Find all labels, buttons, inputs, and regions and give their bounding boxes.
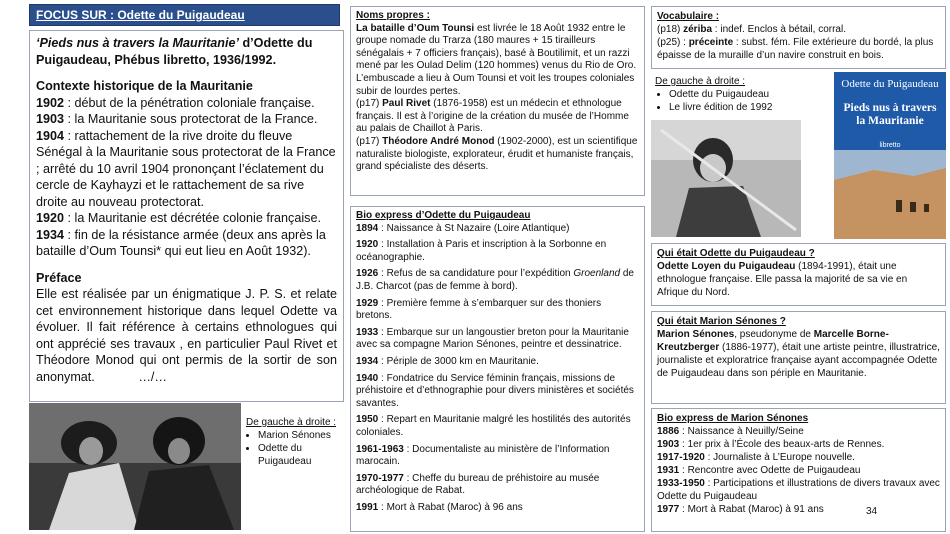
photo2-caption	[655, 75, 830, 114]
bio-marion-heading: Bio express de Marion Sénones	[657, 413, 809, 424]
photo2-caption-title: De gauche à droite :	[655, 76, 746, 87]
book-cover-art	[834, 72, 946, 239]
context-item: 1920 : la Mauritanie est décrétée colonie française.	[36, 211, 321, 225]
bio-odette-entry: 1970-1977 : Cheffe du bureau de préhistoire au musée archéologique de Rabat.	[356, 472, 600, 497]
preface-text: Elle est réalisée par un énigmatique J. P. S. et relate cet environnement historique dans lequel Odette va évoluer. Il fait référence à certains ethnologues qui ont apprécié ses travaux , en particulier Paul Rivet et Théodore Monod qui ont permis de la sortir de son anonymat. …/…	[36, 287, 337, 384]
bio-odette-entry: 1991 : Mort à Rabat (Maroc) à 96 ans	[356, 501, 523, 513]
vocabulary-list	[657, 23, 940, 62]
bio-marion-panel	[651, 408, 946, 532]
bio-odette-entry: 1934 : Périple de 3000 km en Mauritanie.	[356, 355, 539, 367]
caption-item: • Marion Sénones	[258, 429, 342, 442]
vocabulary-panel	[651, 6, 946, 69]
bio-odette-entry: 1920 : Installation à Paris et inscription à la Sorbonne en océanographie.	[356, 239, 607, 263]
bio-marion-list	[657, 425, 940, 516]
focus-title: FOCUS SUR : Odette du Puigaudeau	[36, 8, 245, 22]
bio-odette-entry: 1940 : Fondatrice du Service féminin français, missions de préhistoire et d’ethnographie pour divers ministères et sociétés savantes.	[356, 372, 634, 409]
proper-name-entry: (p17) Théodore André Monod (1902-2000), est un scientifique naturaliste biologiste, explorateur, érudit et humaniste français, grand spécialiste des déserts.	[356, 135, 638, 173]
book-cover-image	[834, 72, 946, 239]
photo-odette	[651, 120, 801, 237]
book-reference: ‘Pieds nus à travers la Mauritanie’ d’Odette du Puigaudeau, Phébus libretto, 1936/1992.	[36, 36, 313, 67]
preface-heading: Préface	[36, 270, 82, 285]
who-odette-text: Odette Loyen du Puigaudeau (1894-1991), était une ethnologue française. Elle passa la majorité de sa vie en Afrique du Nord.	[657, 261, 908, 298]
proper-names-heading: Noms propres :	[356, 10, 430, 21]
caption-item: • Le livre édition de 1992	[669, 101, 830, 114]
bio-marion-entry: 1977 : Mort à Rabat (Maroc) à 91 ans	[657, 504, 824, 515]
focus-title-bar	[29, 4, 340, 26]
bio-marion-entry: 1931 : Rencontre avec Odette de Puigaudeau	[657, 465, 861, 476]
context-list	[36, 95, 337, 260]
photo-image	[651, 120, 801, 237]
bio-marion-entry: 1886 : Naissance à Neuilly/Seine	[657, 426, 804, 437]
bio-marion-entry: 1917-1920 : Journaliste à L’Europe nouvelle.	[657, 452, 855, 463]
photo1-caption-title: De gauche à droite :	[246, 417, 337, 428]
proper-names-panel	[350, 6, 645, 196]
book-title: Pieds nus à travers la Mauritanie	[843, 102, 937, 127]
page-number: 34	[866, 506, 878, 517]
bio-odette-panel	[350, 206, 645, 532]
vocabulary-entry: (p25) : préceinte : subst. fém. File extérieure du bordé, la plus épaisse de la muraille d’un navire construit en bois.	[657, 37, 934, 61]
vocabulary-heading: Vocabulaire :	[657, 11, 720, 22]
bio-odette-heading: Bio express d’Odette du Puigaudeau	[356, 210, 531, 221]
bio-odette-entry: 1950 : Repart en Mauritanie malgré les hostilités des autorités coloniales.	[356, 414, 631, 438]
context-item: 1904 : rattachement de la rive droite du fleuve Sénégal à la Mauritanie sous protectorat de la France ; arrêté du 10 avril 1904 prononçant l’éclatement du cercle de Kayhayzi et le rattachement de sa rive droite au nouveau protectorat.	[36, 128, 336, 209]
who-odette-panel	[651, 243, 946, 306]
who-odette-heading: Qui était Odette du Puigaudeau ?	[657, 248, 815, 259]
who-marion-panel	[651, 311, 946, 404]
bio-marion-entry: 1933-1950 : Participations et illustrations de divers travaux avec Odette du Puigaudeau	[657, 478, 940, 502]
book-author: Odette du Puigaudeau	[841, 78, 939, 90]
proper-name-entry: (p17) Paul Rivet (1876-1958) est un médecin et ethnologue français. Il est à l’origine de la création du musée de l’Homme au palais de Chaillot à Paris.	[356, 98, 629, 135]
context-item: 1902 : début de la pénétration coloniale française.	[36, 95, 315, 110]
bio-odette-entry: 1929 : Première femme à s’embarquer sur des thoniers bretons.	[356, 297, 602, 322]
bio-odette-entry: 1926 : Refus de sa candidature pour l’expédition Groenland de J.B. Charcot (pas de femme à bord).	[356, 268, 634, 292]
bio-odette-entry: 1933 : Embarque sur un langoustier breton pour la Mauritanie avec sa compagne Marion Sénones, peintre et dessinatrice.	[356, 326, 629, 351]
book-publisher: libretto	[879, 142, 901, 149]
context-panel	[29, 30, 344, 402]
who-marion-heading: Qui était Marion Sénones ?	[657, 316, 786, 327]
proper-name-entry: La bataille d’Oum Tounsi est livrée le 18 Août 1932 entre le groupe nomade du Trarza (180 maures + 15 tirailleurs sénégalais + 7 officiers français), basé à Boutilimit, et un razzi mené par les Oulad Delim (120 hommes) venus du Rio de Oro. L’embuscade a lieu à Oum Tounsi et voit les troupes coloniales subir de lourdes pertes.	[356, 22, 637, 97]
proper-names-list	[356, 23, 639, 174]
caption-item: • Odette du Puigaudeau	[258, 442, 342, 468]
photo-marion-odette	[29, 403, 241, 530]
bio-odette-entry: 1894 : Naissance à St Nazaire (Loire Atlantique)	[356, 222, 570, 234]
who-marion-text: Marion Sénones, pseudonyme de Marcelle Borne-Kreutzberger (1886-1977), était une artiste peintre, illustratrice, journaliste et exploratrice française ayant accompagnée Odette de Puigaudeau dans son périple en Mauritanie.	[657, 329, 940, 379]
bio-odette-list	[356, 223, 639, 515]
context-item: 1934 : fin de la résistance armée (deux ans après la bataille d’Oum Tounsi* qui eut lieu en Août 1932).	[36, 227, 326, 258]
continued-mark: …/…	[138, 369, 167, 384]
bio-marion-entry: 1903 : 1er prix à l’École des beaux-arts de Rennes.	[657, 439, 885, 450]
photo1-caption	[246, 416, 342, 468]
context-item: 1903 : la Mauritanie sous protectorat de la France.	[36, 112, 318, 126]
vocabulary-entry: (p18) zériba : indef. Enclos à bétail, corral.	[657, 24, 846, 35]
context-heading: Contexte historique de la Mauritanie	[36, 79, 253, 93]
bio-odette-entry: 1961-1963 : Documentaliste au ministère de l’Information marocain.	[356, 443, 610, 468]
photo-image	[29, 403, 241, 530]
caption-item: • Odette du Puigaudeau	[669, 88, 830, 101]
